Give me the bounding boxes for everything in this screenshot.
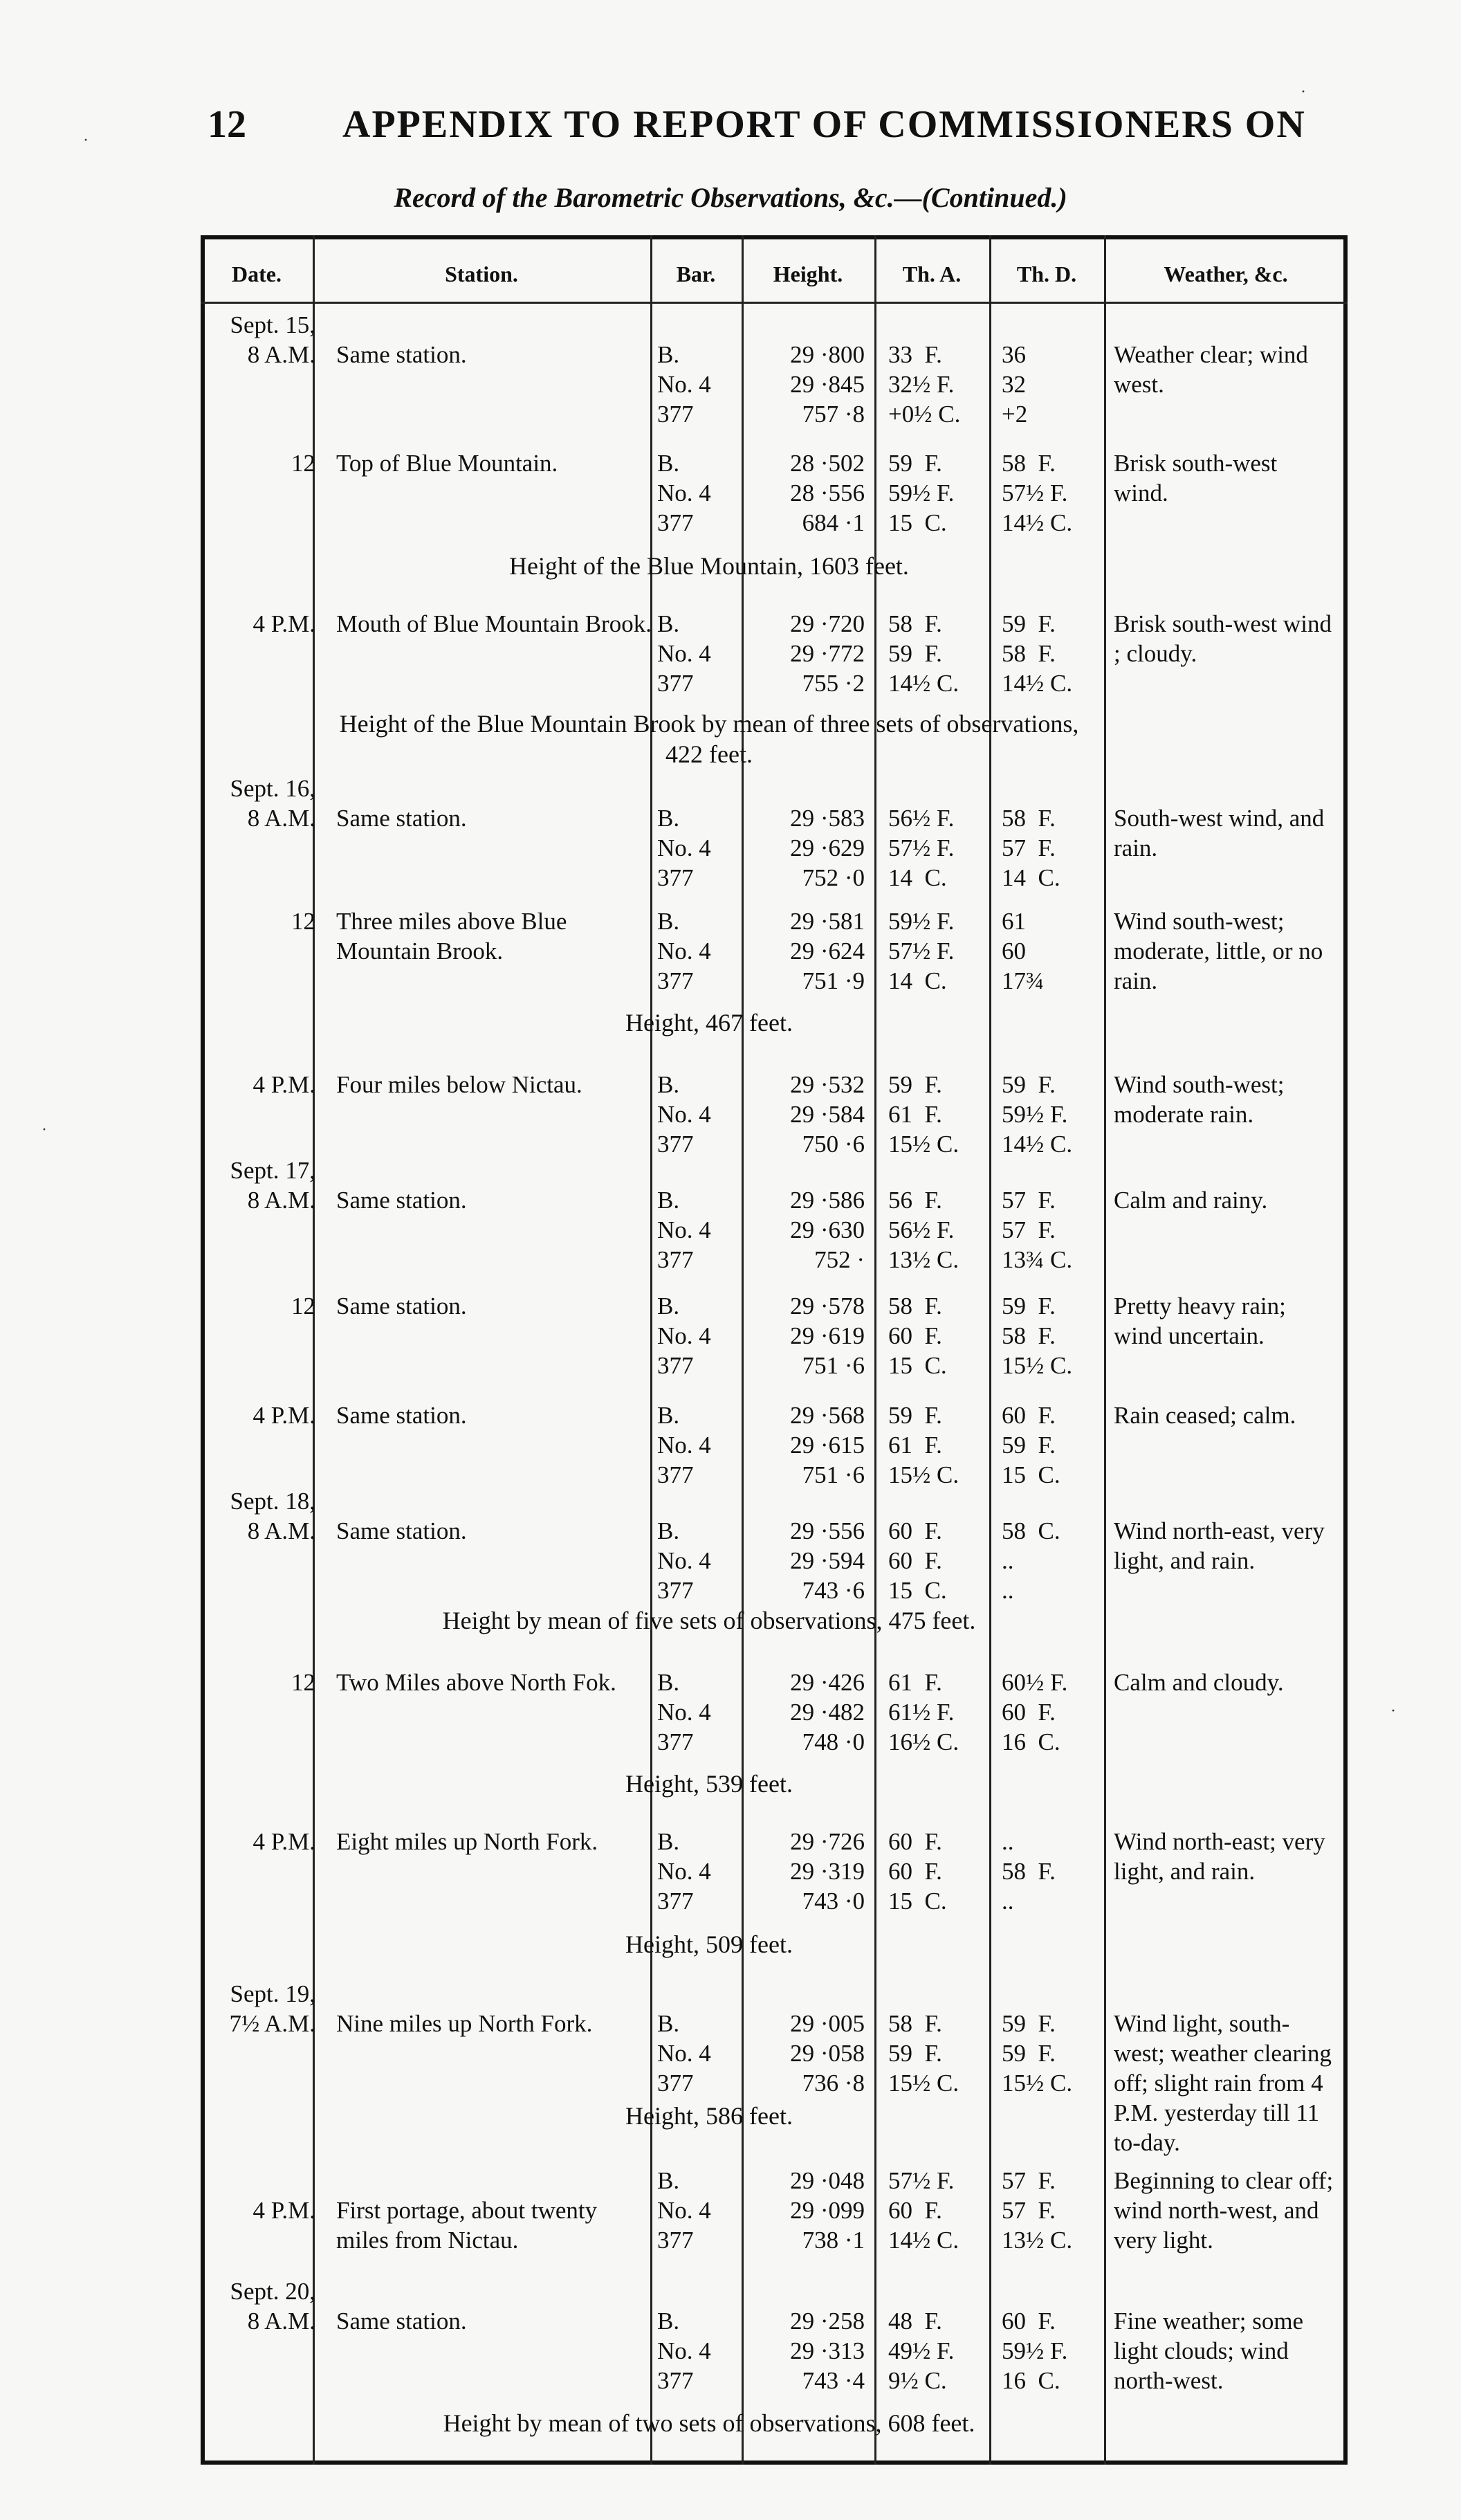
bar-cell: B. No. 4 377 bbox=[657, 2167, 711, 2254]
bar-cell: B. No. 4 377 bbox=[657, 1828, 711, 1915]
station-cell: Same station. bbox=[336, 805, 467, 832]
table-note: Height, 467 feet. bbox=[625, 1009, 793, 1037]
scan-speck: · bbox=[1390, 1702, 1396, 1720]
page-header bbox=[0, 102, 1461, 151]
th-a-cell: 61 F. 61½ F. 16½ C. bbox=[888, 1669, 959, 1755]
th-a-cell: 59 F. 61 F. 15½ C. bbox=[888, 1071, 959, 1158]
weather-cell: Brisk south-west wind ; cloudy. bbox=[1114, 610, 1332, 667]
bar-cell: B. No. 4 377 bbox=[657, 908, 711, 994]
station-cell: Two Miles above North Fok. bbox=[336, 1669, 616, 1696]
th-d-cell: 60 F. 59 F. 15 C. bbox=[1002, 1402, 1060, 1488]
page-number: 12 bbox=[208, 103, 246, 146]
bar-cell: B. No. 4 377 bbox=[657, 805, 711, 891]
date-cell: 4 P.M. bbox=[252, 610, 315, 637]
date-cell: Sept. 15, 8 A.M. bbox=[230, 311, 315, 368]
station-cell: Same station. bbox=[336, 1402, 467, 1429]
height-cell: 29 ·720 29 ·772 755 ·2 bbox=[790, 610, 865, 697]
bar-cell: B. No. 4 377 bbox=[657, 1669, 711, 1755]
th-d-cell: 58 C. .. .. bbox=[1002, 1517, 1060, 1604]
th-a-cell: 57½ F. 60 F. 14½ C. bbox=[888, 2167, 959, 2254]
weather-cell: Wind north-east, very light, and rain. bbox=[1114, 1517, 1325, 1574]
bar-cell: B. No. 4 377 bbox=[657, 2308, 711, 2394]
weather-cell: Wind south-west; moderate, little, or no rain. bbox=[1114, 908, 1323, 994]
header-station: Station. bbox=[445, 262, 518, 286]
th-d-cell: 61 60 17¾ bbox=[1002, 908, 1045, 994]
station-cell: Top of Blue Mountain. bbox=[336, 450, 558, 477]
header-th-d: Th. D. bbox=[1016, 262, 1077, 286]
header-height: Height. bbox=[773, 262, 843, 286]
bar-cell: B. No. 4 377 bbox=[657, 1071, 711, 1158]
station-cell: Same station. bbox=[336, 1517, 467, 1544]
th-a-cell: 59½ F. 57½ F. 14 C. bbox=[888, 908, 955, 994]
date-cell: Sept. 18, 8 A.M. bbox=[230, 1488, 315, 1544]
header-th-a: Th. A. bbox=[902, 262, 962, 286]
height-cell: 29 ·568 29 ·615 751 ·6 bbox=[790, 1402, 865, 1488]
height-cell: 29 ·726 29 ·319 743 ·0 bbox=[790, 1828, 865, 1915]
th-d-cell: 59 F. 59½ F. 14½ C. bbox=[1002, 1071, 1073, 1158]
height-cell: 28 ·502 28 ·556 684 ·1 bbox=[790, 450, 865, 536]
height-cell: 29 ·800 29 ·845 757 ·8 bbox=[790, 341, 865, 428]
height-cell: 29 ·578 29 ·619 751 ·6 bbox=[790, 1293, 865, 1379]
weather-cell: Calm and cloudy. bbox=[1114, 1669, 1284, 1696]
bar-cell: B. No. 4 377 bbox=[657, 2010, 711, 2097]
date-cell: Sept. 16, 8 A.M. bbox=[230, 775, 315, 832]
th-a-cell: 59 F. 59½ F. 15 C. bbox=[888, 450, 955, 536]
table-note: Height by mean of five sets of observations, 475 feet. bbox=[442, 1607, 976, 1634]
weather-cell: Pretty heavy rain; wind uncertain. bbox=[1114, 1293, 1286, 1349]
table-note: Height, 509 feet. bbox=[625, 1930, 793, 1958]
height-cell: 29 ·586 29 ·630 752 · bbox=[790, 1187, 865, 1273]
bar-cell: B. No. 4 377 bbox=[657, 341, 711, 428]
date-cell: 12 bbox=[291, 908, 315, 935]
table-note: Height of the Blue Mountain, 1603 feet. bbox=[509, 552, 909, 580]
running-title: APPENDIX TO REPORT OF COMMISSIONERS ON bbox=[342, 103, 1306, 146]
station-cell: Three miles above Blue Mountain Brook. bbox=[336, 908, 567, 965]
height-cell: 29 ·258 29 ·313 743 ·4 bbox=[790, 2308, 865, 2394]
th-d-cell: 60½ F. 60 F. 16 C. bbox=[1002, 1669, 1068, 1755]
weather-cell: Wind light, south-west; weather clearing off; slight rain from 4 P.M. yesterday till 11 to-day. bbox=[1114, 2010, 1332, 2156]
weather-cell: Rain ceased; calm. bbox=[1114, 1402, 1296, 1429]
th-d-cell: 57 F. 57 F. 13½ C. bbox=[1002, 2167, 1073, 2254]
th-a-cell: 58 F. 60 F. 15 C. bbox=[888, 1293, 947, 1379]
bar-cell: B. No. 4 377 bbox=[657, 1187, 711, 1273]
date-cell: Sept. 17, 8 A.M. bbox=[230, 1157, 315, 1214]
scan-speck: · bbox=[1301, 83, 1306, 101]
station-cell: Mouth of Blue Mountain Brook. bbox=[336, 610, 652, 637]
height-cell: 29 ·556 29 ·594 743 ·6 bbox=[790, 1517, 865, 1604]
station-cell: Nine miles up North Fork. bbox=[336, 2010, 593, 2037]
th-d-cell: 58 F. 57 F. 14 C. bbox=[1002, 805, 1060, 891]
weather-cell: Wind north-east; very light, and rain. bbox=[1114, 1828, 1325, 1885]
weather-cell: Beginning to clear off; wind north-west, and very light. bbox=[1114, 2167, 1334, 2254]
date-cell: 12 bbox=[291, 450, 315, 477]
th-d-cell: 60 F. 59½ F. 16 C. bbox=[1002, 2308, 1068, 2394]
station-cell: Same station. bbox=[336, 1293, 467, 1320]
scan-speck: · bbox=[83, 131, 89, 149]
date-cell: 12 bbox=[291, 1669, 315, 1696]
th-d-cell: .. 58 F. .. bbox=[1002, 1828, 1056, 1915]
station-cell: Same station. bbox=[336, 1187, 467, 1214]
date-cell: Sept. 20, 8 A.M. bbox=[230, 2278, 315, 2335]
th-a-cell: 59 F. 61 F. 15½ C. bbox=[888, 1402, 959, 1488]
weather-cell: South-west wind, and rain. bbox=[1114, 805, 1325, 861]
header-rule bbox=[201, 302, 1348, 304]
height-cell: 29 ·581 29 ·624 751 ·9 bbox=[790, 908, 865, 994]
table-note: Height of the Blue Mountain Brook by mean of three sets of observations, 422 feet. bbox=[339, 710, 1079, 768]
bar-cell: B. No. 4 377 bbox=[657, 610, 711, 697]
station-cell: Four miles below Nictau. bbox=[336, 1071, 582, 1098]
station-cell: Same station. bbox=[336, 341, 467, 368]
th-d-cell: 36 32 +2 bbox=[1002, 341, 1028, 428]
th-a-cell: 60 F. 60 F. 15 C. bbox=[888, 1828, 947, 1915]
th-a-cell: 58 F. 59 F. 14½ C. bbox=[888, 610, 959, 697]
header-weather: Weather, &c. bbox=[1164, 262, 1288, 286]
column-rule bbox=[1104, 235, 1106, 2465]
table-caption: Record of the Barometric Observations, &c.—(Continued.) bbox=[394, 182, 1067, 213]
station-cell: First portage, about twenty miles from Nictau. bbox=[336, 2197, 598, 2254]
date-cell: 4 P.M. bbox=[252, 2197, 315, 2224]
bar-cell: B. No. 4 377 bbox=[657, 1517, 711, 1604]
height-cell: 29 ·532 29 ·584 750 ·6 bbox=[790, 1071, 865, 1158]
height-cell: 29 ·048 29 ·099 738 ·1 bbox=[790, 2167, 865, 2254]
bar-cell: B. No. 4 377 bbox=[657, 1293, 711, 1379]
th-d-cell: 59 F. 59 F. 15½ C. bbox=[1002, 2010, 1073, 2097]
date-cell: Sept. 19, 7½ A.M. bbox=[229, 1980, 315, 2037]
weather-cell: Weather clear; wind west. bbox=[1114, 341, 1308, 398]
scan-speck: · bbox=[42, 1121, 47, 1139]
date-cell: 4 P.M. bbox=[252, 1402, 315, 1429]
height-cell: 29 ·426 29 ·482 748 ·0 bbox=[790, 1669, 865, 1755]
column-rule bbox=[313, 235, 315, 2465]
th-a-cell: 58 F. 59 F. 15½ C. bbox=[888, 2010, 959, 2097]
weather-cell: Calm and rainy. bbox=[1114, 1187, 1268, 1214]
header-date: Date. bbox=[232, 262, 282, 286]
bar-cell: B. No. 4 377 bbox=[657, 1402, 711, 1488]
table-note: Height, 586 feet. bbox=[625, 2102, 793, 2130]
th-a-cell: 33 F. 32½ F. +0½ C. bbox=[888, 341, 961, 428]
weather-cell: Wind south-west; moderate rain. bbox=[1114, 1071, 1285, 1128]
height-cell: 29 ·583 29 ·629 752 ·0 bbox=[790, 805, 865, 891]
table-note: Height by mean of two sets of observations, 608 feet. bbox=[443, 2409, 975, 2437]
th-d-cell: 59 F. 58 F. 14½ C. bbox=[1002, 610, 1073, 697]
th-d-cell: 59 F. 58 F. 15½ C. bbox=[1002, 1293, 1073, 1379]
th-a-cell: 56½ F. 57½ F. 14 C. bbox=[888, 805, 955, 891]
date-cell: 4 P.M. bbox=[252, 1071, 315, 1098]
table-note: Height, 539 feet. bbox=[625, 1770, 793, 1798]
weather-cell: Fine weather; some light clouds; wind north-west. bbox=[1114, 2308, 1304, 2394]
th-d-cell: 57 F. 57 F. 13¾ C. bbox=[1002, 1187, 1073, 1273]
height-cell: 29 ·005 29 ·058 736 ·8 bbox=[790, 2010, 865, 2097]
th-d-cell: 58 F. 57½ F. 14½ C. bbox=[1002, 450, 1073, 536]
th-a-cell: 48 F. 49½ F. 9½ C. bbox=[888, 2308, 955, 2394]
station-cell: Same station. bbox=[336, 2308, 467, 2335]
date-cell: 4 P.M. bbox=[252, 1828, 315, 1855]
th-a-cell: 60 F. 60 F. 15 C. bbox=[888, 1517, 947, 1604]
header-bar: Bar. bbox=[676, 262, 716, 286]
th-a-cell: 56 F. 56½ F. 13½ C. bbox=[888, 1187, 959, 1273]
weather-cell: Brisk south-west wind. bbox=[1114, 450, 1278, 506]
date-cell: 12 bbox=[291, 1293, 315, 1320]
bar-cell: B. No. 4 377 bbox=[657, 450, 711, 536]
station-cell: Eight miles up North Fork. bbox=[336, 1828, 598, 1855]
